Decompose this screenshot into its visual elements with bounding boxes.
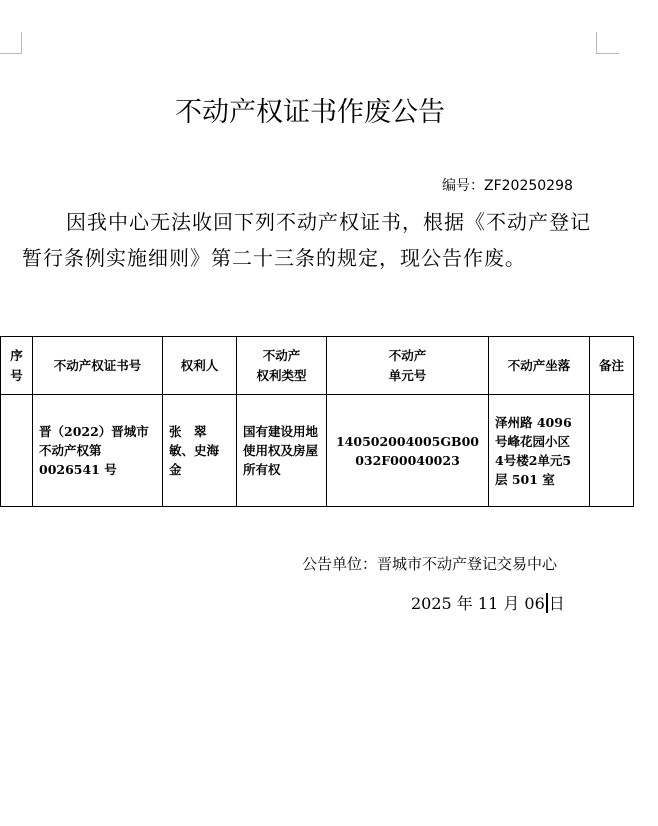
document-title: 不动产权证书作废公告 — [175, 97, 445, 128]
header-cert-no: 不动产权证书号 — [33, 337, 163, 395]
issue-date[interactable]: 2025 年 11 月 06 日 — [411, 594, 565, 613]
page-corner-mark-top-right — [596, 32, 619, 54]
header-holder: 权利人 — [163, 337, 237, 395]
header-seq: 序 号 — [1, 337, 33, 395]
cell-unit-no: 140502004005GB00032F00040023 — [327, 395, 489, 507]
header-remarks: 备注 — [590, 337, 634, 395]
document-number: 编号：ZF20250298 — [442, 178, 573, 194]
text-cursor — [546, 593, 548, 613]
table-row — [1, 395, 634, 507]
voided-certificates-table — [0, 336, 634, 507]
cell-remarks — [590, 395, 634, 507]
cell-seq — [1, 395, 33, 507]
cell-holder: 张 翠敏、史海金 — [163, 395, 237, 507]
page-corner-mark-top-left — [0, 32, 22, 54]
table-header-row — [1, 337, 634, 395]
cell-location: 泽州路 4096 号峰花园小区 4号楼2单元5层 501 室 — [489, 395, 590, 507]
paragraph-line-2: 暂行条例实施细则》第二十三条的规定，现公告作废。 — [22, 246, 526, 270]
header-location: 不动产坐落 — [489, 337, 590, 395]
cell-right-type: 国有建设用地使用权及房屋所有权 — [237, 395, 327, 507]
paragraph-line-1: 因我中心无法收回下列不动产权证书，根据《不动产登记 — [66, 210, 591, 234]
header-unit-no: 不动产 单元号 — [327, 337, 489, 395]
notice-paragraph — [22, 204, 612, 276]
cell-cert-no: 晋（2022）晋城市不动产权第 0026541 号 — [33, 395, 163, 507]
header-right-type: 不动产 权利类型 — [237, 337, 327, 395]
issuing-unit: 公告单位：晋城市不动产登记交易中心 — [302, 555, 558, 573]
